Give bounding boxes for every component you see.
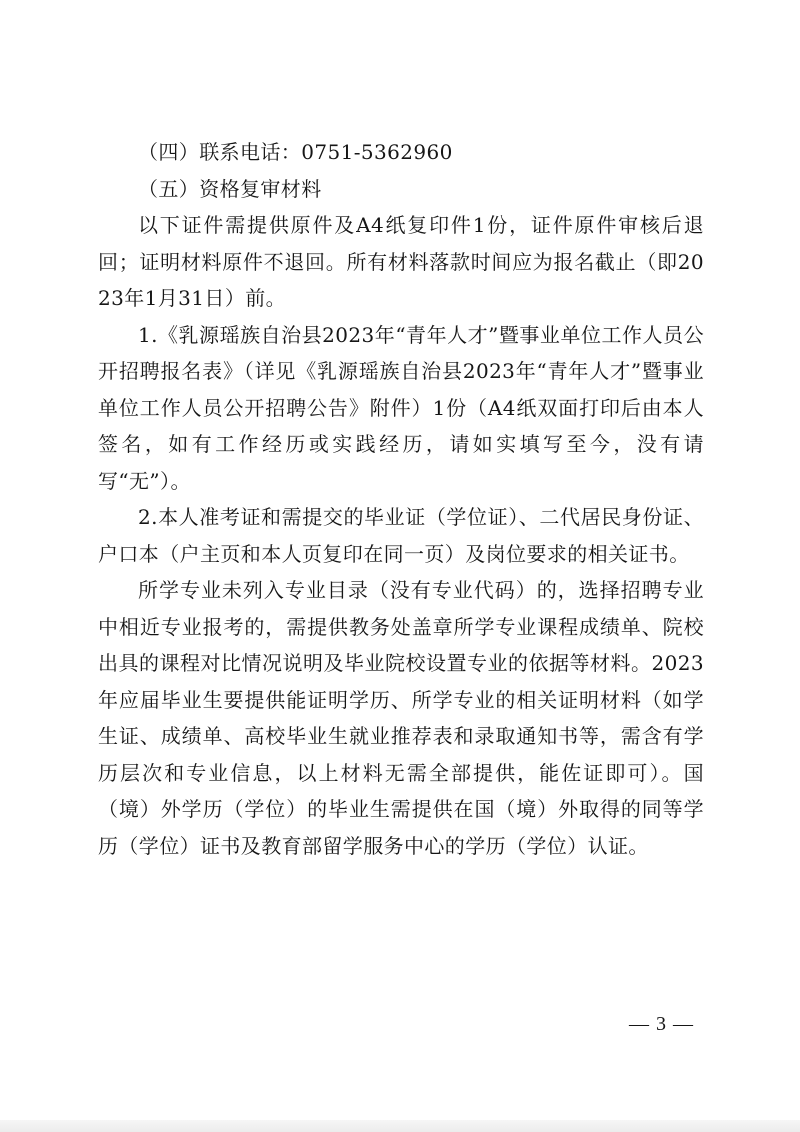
- certificates-paragraph: 2.本人准考证和需提交的毕业证（学位证）、二代居民身份证、户口本（户主页和本人页复印在同一页）及岗位要求的相关证书。: [98, 505, 704, 566]
- registration-form-paragraph: 1.《乳源瑶族自治县2023年“青年人才”暨事业单位工作人员公开招聘报名表》（详见《乳源瑶族自治县2023年“青年人才”暨事业单位工作人员公开招聘公告》附件）1份（A4纸双面打印后由本人签名，如有工作经历或实践经历，请如实填写至今，没有请写“无”）。: [98, 322, 704, 493]
- qualification-review-heading: （五）资格复审材料: [138, 176, 322, 201]
- page-bottom-edge: [0, 1120, 800, 1132]
- contact-phone-paragraph: （四）联系电话：0751-5362960: [138, 140, 453, 164]
- document-body: [98, 134, 704, 864]
- major-materials-paragraph: 所学专业未列入专业目录（没有专业代码）的，选择招聘专业中相近专业报考的，需提供教务处盖章所学专业课程成绩单、院校出具的课程对比情况说明及毕业院校设置专业的依据等材料。2023年应届毕业生要提供能证明学历、所学专业的相关证明材料（如学生证、成绩单、高校毕业生就业推荐表和录取通知书等，需含有学历层次和专业信息，以上材料无需全部提供，能佐证即可）。国（境）外学历（学位）的毕业生需提供在国（境）外取得的同等学历（学位）证书及教育部留学服务中心的学历（学位）认证。: [98, 578, 704, 858]
- page-number: — 3 —: [629, 1013, 694, 1035]
- materials-intro-paragraph: 以下证件需提供原件及A4纸复印件1份，证件原件审核后退回；证明材料原件不退回。所有材料落款时间应为报名截止（即2023年1月31日）前。: [98, 213, 704, 310]
